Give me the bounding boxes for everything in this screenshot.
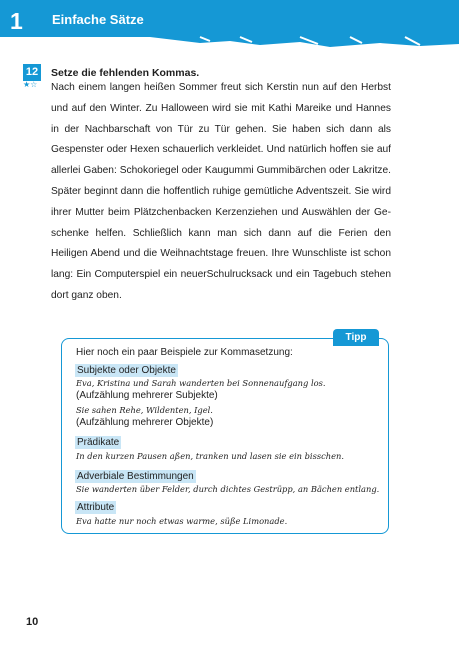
- text-line: lang: Ein Computerspiel ein neuerSchulrucksack und ein Tagebuch stehen: [51, 269, 391, 281]
- task-title: Setze die fehlenden Kommas.: [51, 67, 200, 79]
- tip-label: Tipp: [333, 329, 379, 346]
- tip-note-objects: (Aufzählung mehrerer Objekte): [76, 417, 214, 428]
- text-line: Heiligen Abend und die Weihnachtstage freuen. Ihre Wunschliste ist schon: [51, 248, 391, 260]
- tip-example-predicates: In den kurzen Pausen aßen, tranken und lasen sie ein bisschen.: [76, 451, 344, 461]
- difficulty-stars-icon: ★☆: [23, 80, 38, 89]
- text-line: dort ganz oben.: [51, 289, 122, 301]
- text-line: Gespenster oder Hexen schauerlich verkleidet. Und natürlich hoffen sie auf: [51, 144, 391, 156]
- text-line: ihrer Mutter beim Plätzchenbacken Kerzenziehen und Auswählen der Ge-: [51, 206, 391, 218]
- tip-heading-predicates: Prädikate: [77, 437, 120, 448]
- text-line: und auf den Winter. Zu Halloween wird sie mit Kathi Mareike und Hannes: [51, 102, 391, 114]
- task-number-badge: 12: [23, 64, 41, 81]
- tip-intro: Hier noch ein paar Beispiele zur Kommasetzung:: [76, 347, 293, 358]
- tip-heading-subjects: Subjekte oder Objekte: [77, 365, 176, 376]
- tip-example-subjects: Eva, Kristina und Sarah wanderten bei Sonnenaufgang los.: [76, 378, 326, 388]
- text-line: schenke helfen. Schließlich kann man sich dann auf die Ferien den: [51, 227, 391, 239]
- tip-example-attributes: Eva hatte nur noch etwas warme, süße Limonade.: [76, 516, 288, 526]
- tip-example-adverbials: Sie wanderten über Felder, durch dichtes Gestrüpp, an Bächen entlang.: [76, 484, 380, 494]
- text-line: Später beginnt dann die hoffentlich ruhige gemütliche Adventszeit. Sie wird: [51, 185, 391, 197]
- page-number: 10: [26, 616, 39, 628]
- chapter-header: [0, 0, 459, 50]
- tip-heading-attributes: Attribute: [77, 502, 115, 513]
- chapter-title: Einfache Sätze: [52, 12, 144, 27]
- text-line: allerlei Gaben: Schokoriegel oder Kaugummi Gummibärchen oder Lakritze.: [51, 165, 391, 177]
- chapter-number: 1: [10, 8, 23, 34]
- exercise-text: [51, 78, 391, 307]
- tip-heading-adverbials: Adverbiale Bestimmungen: [77, 471, 194, 482]
- tip-note-subjects: (Aufzählung mehrerer Subjekte): [76, 390, 218, 401]
- tip-example-objects: Sie sahen Rehe, Wildenten, Igel.: [76, 405, 213, 415]
- text-line: Nach einem langen heißen Sommer freut sich Kerstin nun auf den Herbst: [51, 82, 391, 93]
- text-line: in der Nachbarschaft von Tür zu Tür gehen. Sie haben sich dann als: [51, 123, 391, 135]
